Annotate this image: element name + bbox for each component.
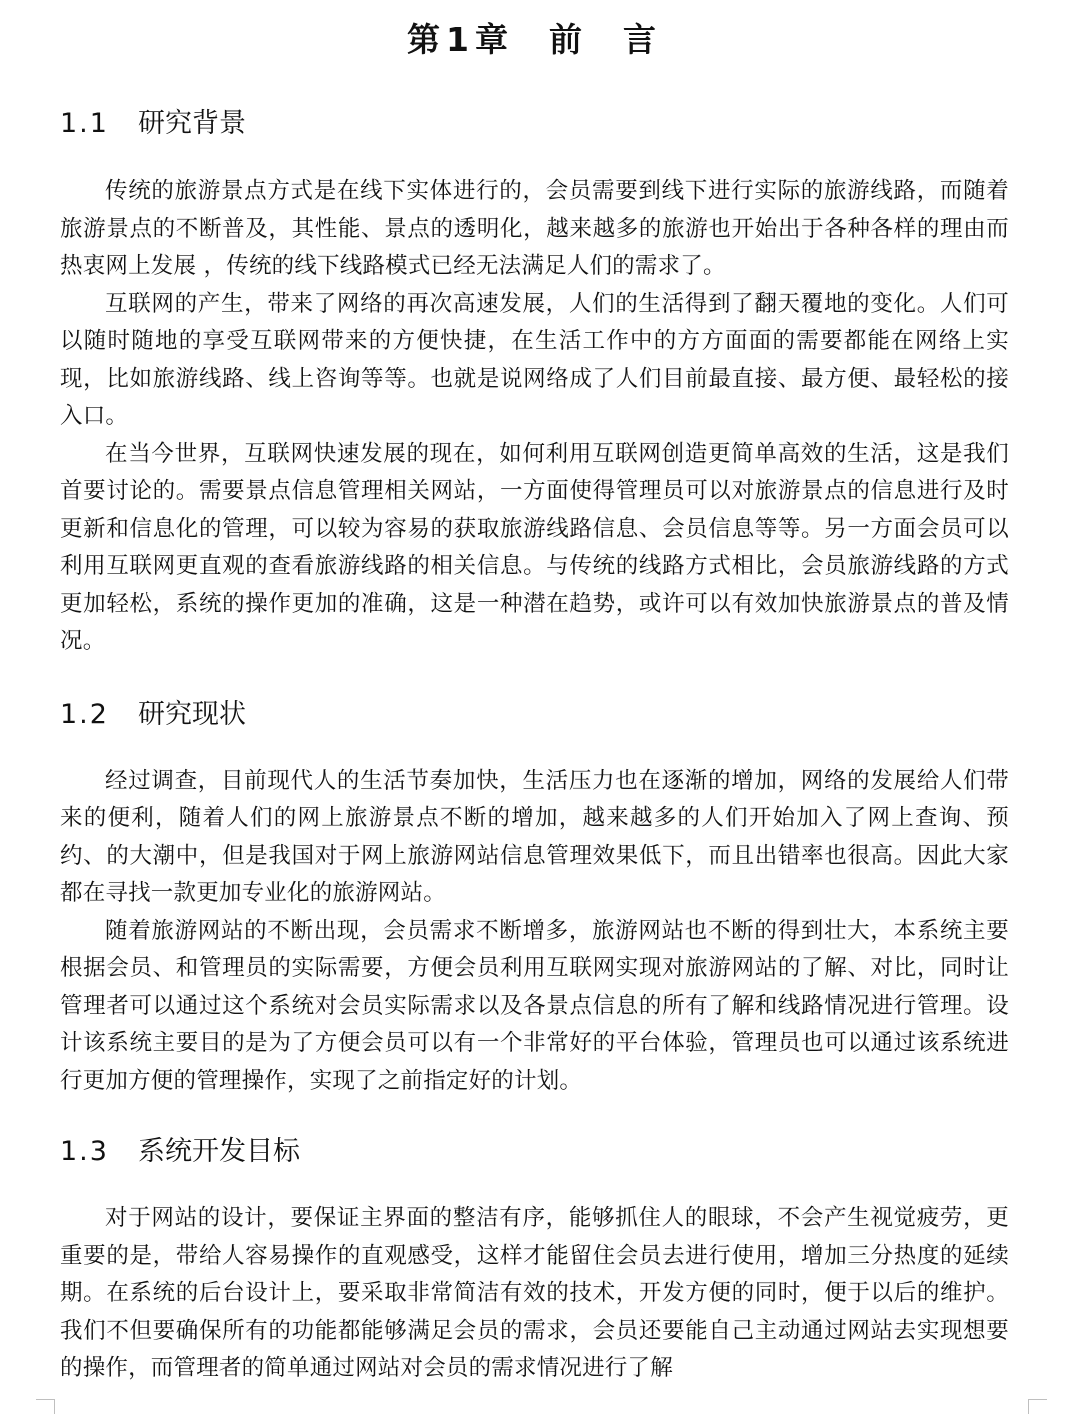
section-number: 1.3 (60, 1136, 109, 1167)
paragraph: 传统的旅游景点方式是在线下实体进行的，会员需要到线下进行实际的旅游线路，而随着旅游景点的不断普及，其性能、景点的透明化，越来越多的旅游也开始出于各种各样的理由而热衷网上发展 ，传统的线下线路模式已经无法满足人们的需求了。 (60, 178, 1009, 279)
paragraph: 随着旅游网站的不断出现，会员需求不断增多，旅游网站也不断的得到壮大，本系统主要根据会员、和管理员的实际需要，方便会员利用互联网实现对旅游网站的了解、对比，同时让管理者可以通过这个系统对会员实际需求以及各景点信息的所有了解和线路情况进行管理。设计该系统主要目的是为了方便会员可以有一个非常好的平台体验，管理员也可以通过该系统进行更加方便的管理操作，实现了之前指定好的计划。 (60, 917, 1009, 1094)
section-title: 研究背景 (138, 108, 246, 139)
page-corner-mark-left (36, 1399, 55, 1414)
paragraph: 经过调查，目前现代人的生活节奏加快，生活压力也在逐渐的增加，网络的发展给人们带来的便利，随着人们的网上旅游景点不断的增加，越来越多的人们开始加入了网上查询、预约、的大潮中，但是我国对于网上旅游网站信息管理效果低下，而且出错率也很高。因此大家都在寻找一款更加专业化的旅游网站。 (60, 767, 1009, 906)
paragraph: 互联网的产生，带来了网络的再次高速发展，人们的生活得到了翻天覆地的变化。人们可以随时随地的享受互联网带来的方便快捷，在生活工作中的方方面面的需要都能在网络上实现，比如旅游线路、线上咨询等等。也就是说网络成了人们目前最直接、最方便、最轻松的接入口。 (60, 290, 1009, 429)
section-body-1-1 (60, 173, 1009, 661)
paragraph: 在当今世界，互联网快速发展的现在，如何利用互联网创造更简单高效的生活，这是我们首要讨论的。需要景点信息管理相关网站，一方面使得管理员可以对旅游景点的信息进行及时更新和信息化的管理，可以较为容易的获取旅游线路信息、会员信息等等。另一方面会员可以利用互联网更直观的查看旅游线路的相关信息。与传统的线路方式相比，会员旅游线路的方式更加轻松，系统的操作更加的准确，这是一种潜在趋势，或许可以有效加快旅游景点的普及情况。 (60, 440, 1009, 654)
section-body-1-2 (60, 763, 1009, 1101)
section-title: 研究现状 (138, 698, 246, 730)
chapter-title: 第1章 前 言 (407, 20, 662, 59)
paragraph: 对于网站的设计，要保证主界面的整洁有序，能够抓住人的眼球，不会产生视觉疲劳，更重要的是，带给人容易操作的直观感受，这样才能留住会员去进行使用，增加三分热度的延续期。在系统的后台设计上，要采取非常简洁有效的技术，开发方便的同时，便于以后的维护。我们不但要确保所有的功能都能够满足会员的需求，会员还要能自己主动通过网站去实现想要的操作，而管理者的简单通过网站对会员的需求情况进行了解 (60, 1205, 1009, 1381)
section-heading-1-3 (60, 1134, 1009, 1170)
section-number: 1.2 (60, 698, 109, 730)
section-body-1-3 (60, 1200, 1009, 1388)
section-heading-1-2 (60, 697, 1009, 733)
page-corner-mark-right (1028, 1399, 1047, 1414)
section-heading-1-1 (60, 106, 1009, 142)
section-number: 1.1 (60, 108, 109, 139)
section-title: 系统开发目标 (138, 1136, 300, 1167)
